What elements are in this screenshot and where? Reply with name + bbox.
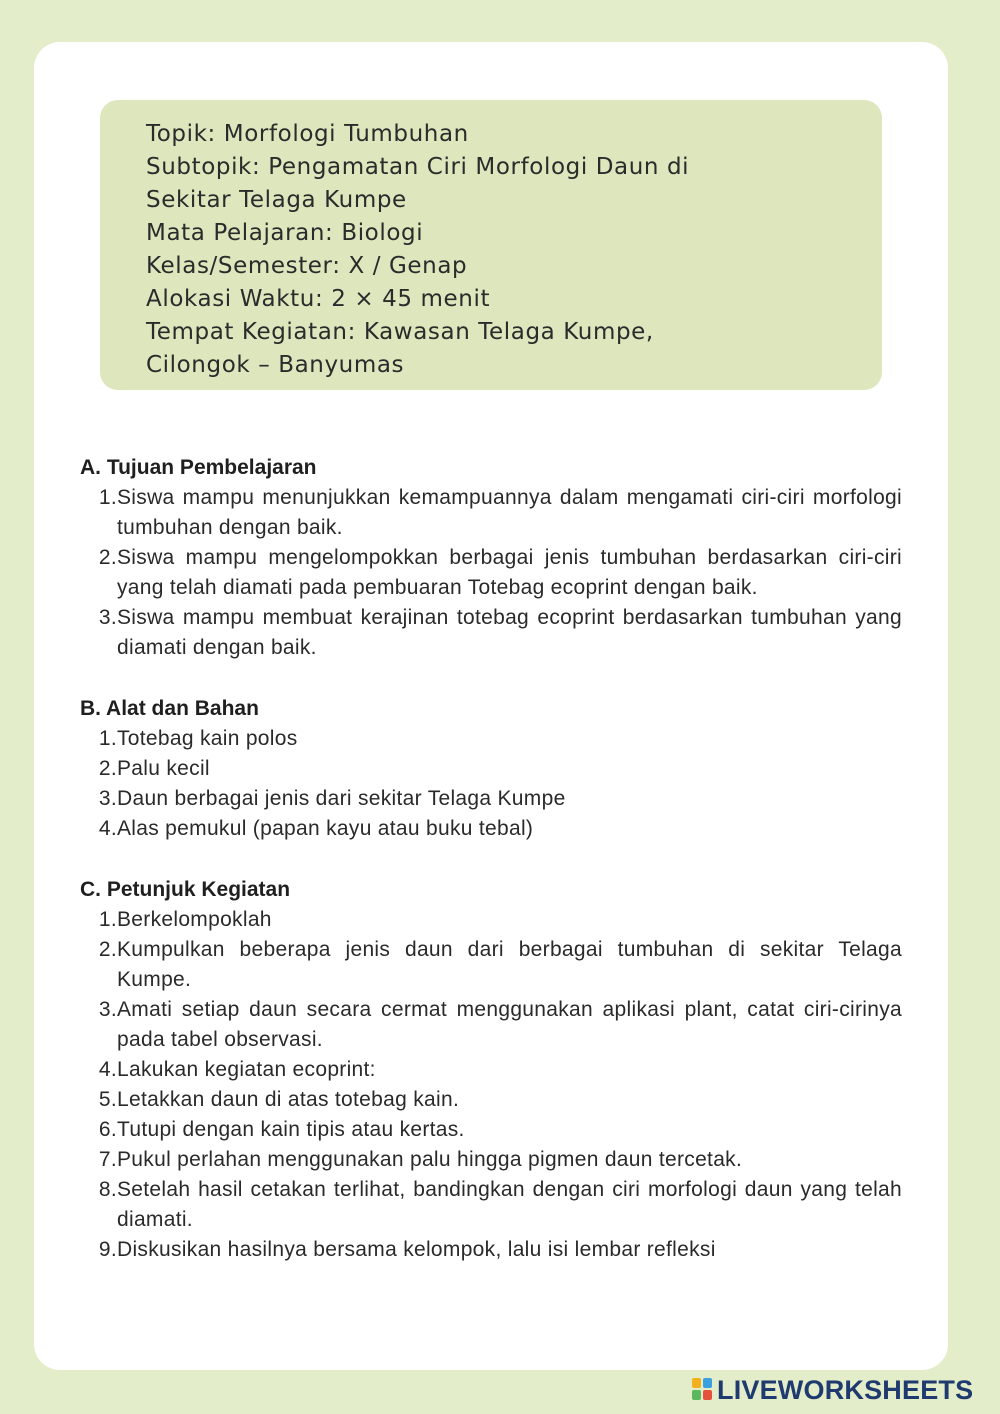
item-number: 3. xyxy=(98,998,117,1021)
list-item xyxy=(80,1055,902,1085)
list-item xyxy=(80,995,902,1055)
item-number: 4. xyxy=(98,1058,117,1081)
item-number: 3. xyxy=(98,606,117,629)
liveworksheets-logo[interactable] xyxy=(692,1376,973,1404)
item-number: 7. xyxy=(98,1148,117,1171)
item-number: 5. xyxy=(98,1088,117,1111)
list-item xyxy=(80,1235,902,1265)
item-number: 6. xyxy=(98,1118,117,1141)
list-item xyxy=(80,1175,902,1235)
topic-info-box xyxy=(100,100,882,390)
section-tools-materials xyxy=(80,693,902,844)
item-number: 2. xyxy=(98,938,117,961)
item-text: Kumpulkan beberapa jenis daun dari berbagai tumbuhan di sekitar Telaga Kumpe. xyxy=(117,938,902,991)
item-text: Letakkan daun di atas totebag kain. xyxy=(117,1088,460,1111)
list-item xyxy=(80,1115,902,1145)
item-text: Berkelompoklah xyxy=(117,908,272,931)
info-time-allocation: Alokasi Waktu: 2 × 45 menit xyxy=(146,286,491,312)
item-text: Alas pemukul (papan kayu atau buku tebal) xyxy=(117,817,534,840)
info-location: Tempat Kegiatan: Kawasan Telaga Kumpe, xyxy=(146,319,654,345)
list-item xyxy=(80,814,902,844)
item-text: Totebag kain polos xyxy=(117,727,298,750)
section-title: C. Petunjuk Kegiatan xyxy=(80,878,291,901)
item-text: Siswa mampu menunjukkan kemampuannya dalam mengamati ciri-ciri morfologi tumbuhan dengan baik. xyxy=(117,486,902,539)
liveworksheets-logo-icon xyxy=(692,1378,714,1402)
item-text: Lakukan kegiatan ecoprint: xyxy=(117,1058,376,1081)
item-number: 8. xyxy=(98,1178,117,1201)
item-number: 1. xyxy=(98,486,117,509)
section-learning-objectives xyxy=(80,452,902,663)
list-item xyxy=(80,754,902,784)
list-item xyxy=(80,543,902,603)
list-item xyxy=(80,483,902,543)
list-item xyxy=(80,603,902,663)
section-activity-instructions xyxy=(80,874,902,1265)
item-text: Setelah hasil cetakan terlihat, bandingkan dengan ciri morfologi daun yang telah diamati. xyxy=(117,1178,902,1231)
item-number: 3. xyxy=(98,787,117,810)
list-item xyxy=(80,1085,902,1115)
info-subtopic-cont: Sekitar Telaga Kumpe xyxy=(146,187,407,213)
item-text: Pukul perlahan menggunakan palu hingga pigmen daun tercetak. xyxy=(117,1148,743,1171)
item-number: 9. xyxy=(98,1238,117,1261)
list-item xyxy=(80,724,902,754)
item-number: 1. xyxy=(98,908,117,931)
info-location-cont: Cilongok – Banyumas xyxy=(146,352,405,378)
list-item xyxy=(80,905,902,935)
logo-text: LIVEWORKSHEETS xyxy=(717,1374,974,1405)
item-text: Siswa mampu mengelompokkan berbagai jenis tumbuhan berdasarkan ciri-ciri yang telah diamati pada pembuaran Totebag ecoprint dengan baik. xyxy=(117,546,902,599)
item-text: Siswa mampu membuat kerajinan totebag ecoprint berdasarkan tumbuhan yang diamati dengan baik. xyxy=(117,606,902,659)
item-text: Palu kecil xyxy=(117,757,210,780)
section-title: A. Tujuan Pembelajaran xyxy=(80,456,317,479)
item-number: 4. xyxy=(98,817,117,840)
list-item xyxy=(80,1145,902,1175)
item-number: 2. xyxy=(98,757,117,780)
item-text: Tutupi dengan kain tipis atau kertas. xyxy=(117,1118,465,1141)
item-text: Diskusikan hasilnya bersama kelompok, lalu isi lembar refleksi xyxy=(117,1238,716,1261)
info-subtopic: Subtopik: Pengamatan Ciri Morfologi Daun di xyxy=(146,154,690,180)
list-item xyxy=(80,784,902,814)
info-class-semester: Kelas/Semester: X / Genap xyxy=(146,253,468,279)
item-text: Amati setiap daun secara cermat menggunakan aplikasi plant, catat ciri-cirinya pada tabel observasi. xyxy=(117,998,902,1051)
item-number: 1. xyxy=(98,727,117,750)
section-title: B. Alat dan Bahan xyxy=(80,697,259,720)
info-subject: Mata Pelajaran: Biologi xyxy=(146,220,424,246)
item-text: Daun berbagai jenis dari sekitar Telaga Kumpe xyxy=(117,787,566,810)
item-number: 2. xyxy=(98,546,117,569)
info-topic: Topik: Morfologi Tumbuhan xyxy=(146,121,469,147)
worksheet-content xyxy=(80,452,902,1295)
list-item xyxy=(80,935,902,995)
